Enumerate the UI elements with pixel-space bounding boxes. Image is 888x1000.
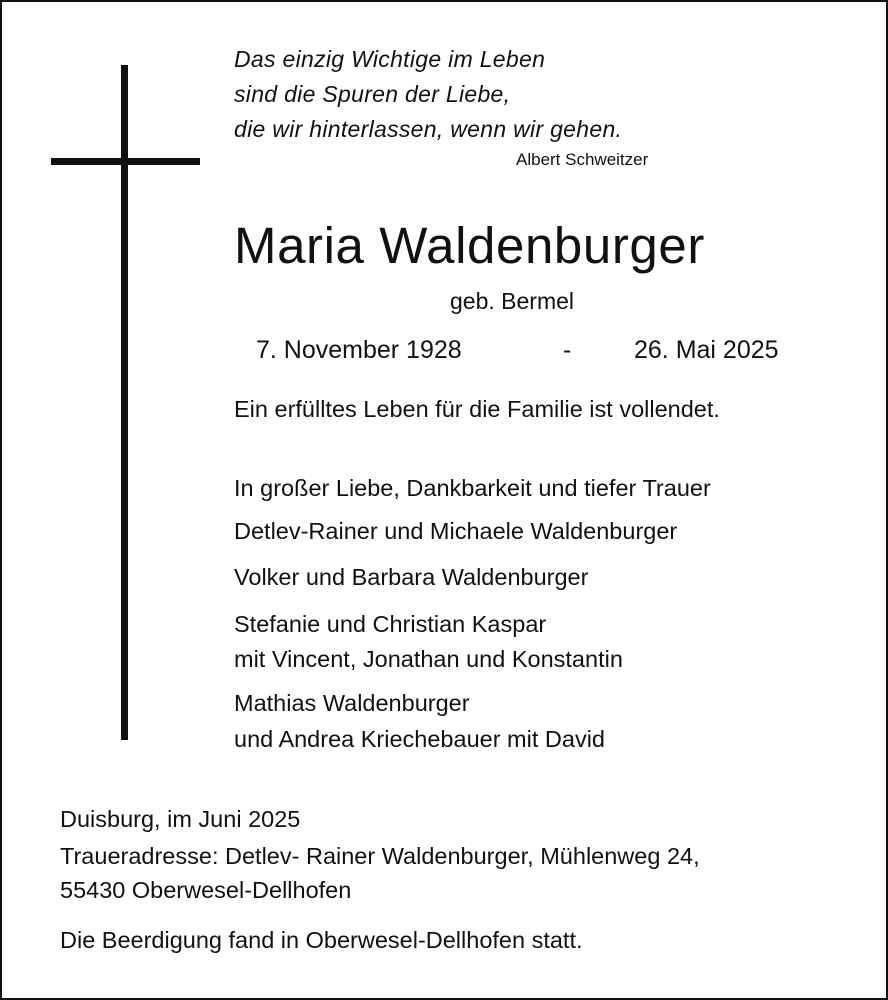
quote-line-2: sind die Spuren der Liebe, xyxy=(234,81,511,107)
mourner-line-4: mit Vincent, Jonathan und Konstantin xyxy=(234,646,623,672)
address-line-1: Traueradresse: Detlev- Rainer Waldenburger, Mühlenweg 24, xyxy=(60,843,700,869)
mourner-line-1: Detlev-Rainer und Michaele Waldenburger xyxy=(234,518,678,544)
maiden-name: geb. Bermel xyxy=(450,288,575,314)
mourner-line-6: und Andrea Kriechebauer mit David xyxy=(234,726,605,752)
birth-date: 7. November 1928 xyxy=(256,336,462,364)
date-separator: - xyxy=(563,336,572,364)
place-date: Duisburg, im Juni 2025 xyxy=(60,806,301,832)
death-date: 26. Mai 2025 xyxy=(634,336,779,364)
quote-line-3: die wir hinterlassen, wenn wir gehen. xyxy=(234,116,623,142)
cross-horizontal-beam xyxy=(51,158,200,165)
mourner-line-2: Volker und Barbara Waldenburger xyxy=(234,564,589,590)
quote-author: Albert Schweitzer xyxy=(516,150,649,169)
burial-note: Die Beerdigung fand in Oberwesel-Dellhofen statt. xyxy=(60,927,583,953)
mourner-line-5: Mathias Waldenburger xyxy=(234,690,470,716)
mourners-intro: In großer Liebe, Dankbarkeit und tiefer Trauer xyxy=(234,475,711,501)
tribute-text: Ein erfülltes Leben für die Familie ist vollendet. xyxy=(234,396,720,422)
address-line-2: 55430 Oberwesel-Dellhofen xyxy=(60,877,352,903)
quote-line-1: Das einzig Wichtige im Leben xyxy=(234,46,546,72)
mourner-line-3: Stefanie und Christian Kaspar xyxy=(234,611,547,637)
deceased-name: Maria Waldenburger xyxy=(234,217,705,274)
cross-vertical-beam xyxy=(121,65,128,740)
